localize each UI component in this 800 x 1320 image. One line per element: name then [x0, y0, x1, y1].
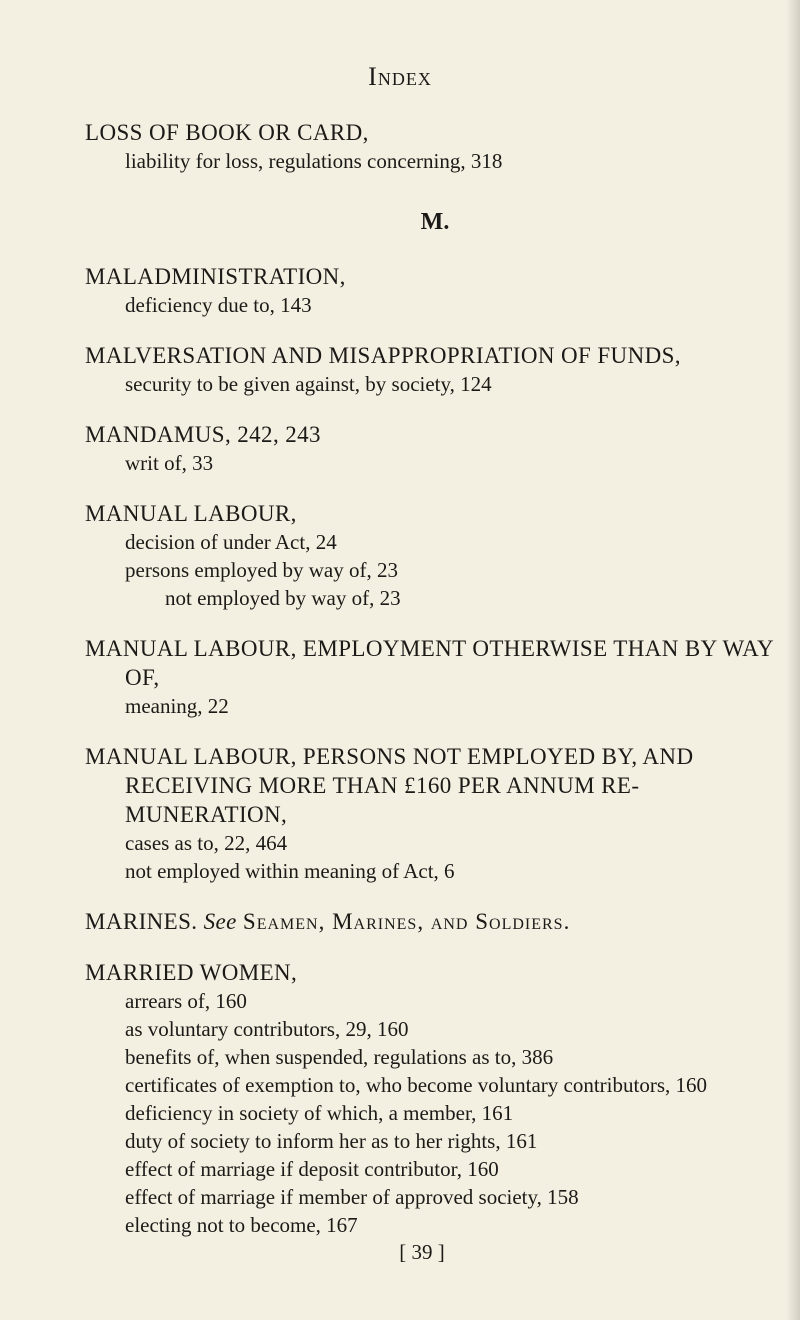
page-number: [ 39 ] — [399, 1240, 445, 1264]
entry-subentry: electing not to become, 167 — [125, 1213, 358, 1237]
page-title: Index — [368, 62, 432, 91]
entry-heading: MANDAMUS, 242, 243 — [85, 422, 321, 447]
entry-subentry: not employed by way of, 23 — [165, 586, 401, 610]
section-letter: M. — [420, 209, 450, 235]
entry-subentry: decision of under Act, 24 — [125, 530, 337, 554]
entry-subentry: meaning, 22 — [125, 694, 229, 718]
index-entry-marines — [85, 907, 785, 936]
entry-heading: MALVERSATION AND MISAPPROPRIATION OF FUNDS, — [85, 343, 681, 368]
index-entry-manual-labour — [85, 499, 785, 612]
entry-subentry: effect of marriage if deposit contributor, 160 — [125, 1157, 499, 1181]
entry-heading: MARRIED WOMEN, — [85, 960, 298, 985]
entry-heading-text: MARINES. — [85, 909, 198, 934]
entry-heading: MANUAL LABOUR, — [85, 501, 297, 526]
index-entry-maladministration — [85, 262, 785, 319]
entry-heading: MALADMINISTRATION, — [85, 264, 346, 289]
see-reference: See — [203, 909, 237, 934]
entry-subentry: writ of, 33 — [125, 451, 214, 475]
entry-heading — [85, 907, 785, 936]
entry-heading: MANUAL LABOUR, EMPLOYMENT OTHERWISE THAN BY WAY OF, — [85, 636, 774, 690]
entry-subentry: deficiency in society of which, a member, 161 — [125, 1101, 514, 1125]
index-entry-manual-labour-persons — [85, 742, 785, 885]
index-entry-manual-labour-employment — [85, 634, 785, 720]
index-body — [85, 118, 785, 1261]
entry-heading: LOSS OF BOOK OR CARD, — [85, 120, 369, 145]
entry-subentry: certificates of exemption to, who become voluntary contributors, 160 — [125, 1073, 708, 1097]
cross-reference-target: Seamen, Marines, and Soldiers. — [242, 909, 571, 934]
entry-subentry: security to be given against, by society, 124 — [125, 372, 492, 396]
page-edge-shadow — [786, 0, 800, 1320]
entry-heading: MANUAL LABOUR, PERSONS NOT EMPLOYED BY, AND RECEIVING MORE THAN £160 PER ANNUM RE-MUNERATION, — [85, 744, 694, 827]
entry-subentry: as voluntary contributors, 29, 160 — [125, 1017, 409, 1041]
entry-subentry: duty of society to inform her as to her rights, 161 — [125, 1129, 538, 1153]
index-entry-mandamus — [85, 420, 785, 477]
entry-subentry: arrears of, 160 — [125, 989, 247, 1013]
entry-subentry: not employed within meaning of Act, 6 — [125, 859, 455, 883]
entry-subentry: cases as to, 22, 464 — [125, 831, 288, 855]
entry-subentry: benefits of, when suspended, regulations as to, 386 — [125, 1045, 554, 1069]
entry-subentry: persons employed by way of, 23 — [125, 558, 398, 582]
index-entry-malversation — [85, 341, 785, 398]
index-entry-married-women — [85, 958, 785, 1239]
entry-subentry: liability for loss, regulations concerning, 318 — [125, 149, 503, 173]
entry-subentry: deficiency due to, 143 — [125, 293, 312, 317]
index-entry-loss — [85, 118, 785, 175]
entry-subentry: effect of marriage if member of approved society, 158 — [125, 1185, 579, 1209]
